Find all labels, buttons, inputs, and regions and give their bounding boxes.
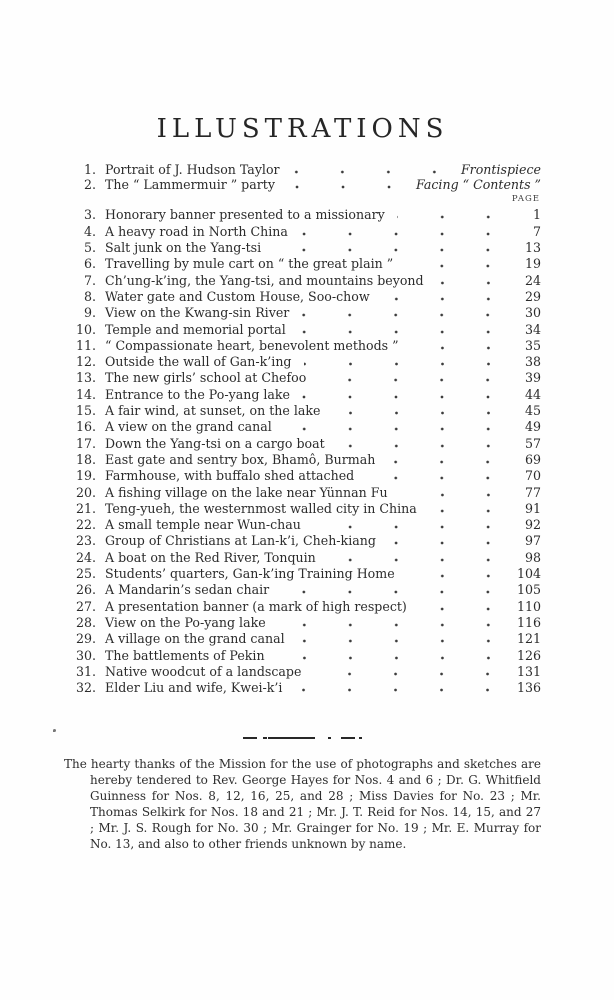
dot-leader: [328, 556, 511, 562]
entry-number: 8.: [83, 288, 96, 304]
dot-leader: [292, 168, 457, 174]
entry-title: Group of Christians at Lan-k’i, Cheh-kiang: [105, 533, 376, 549]
entry-title: Students’ quarters, Gan-k’ing Training Home: [105, 566, 395, 582]
entry-title: Temple and memorial portal: [105, 321, 286, 337]
entry-number: 7.: [83, 272, 96, 288]
front-matter-entries: [64, 161, 541, 192]
dot-leader: [277, 654, 511, 660]
entry-page: 126: [516, 647, 541, 663]
entry-page: 7: [532, 223, 541, 239]
entry-title: A heavy road in North China: [105, 223, 288, 239]
rule-segment: [268, 737, 315, 739]
entry-title: A fishing village on the lake near Yünnan Fu: [105, 484, 388, 500]
illustration-entry: [64, 548, 541, 564]
entry-number: 14.: [75, 386, 96, 402]
illustration-entry: [64, 369, 541, 385]
illustration-entry: [64, 255, 541, 271]
entry-page: 69: [524, 451, 541, 467]
entry-page: 38: [524, 354, 541, 370]
entry-number: 24.: [75, 549, 96, 565]
dot-leader: [388, 539, 511, 545]
entry-page: 19: [524, 256, 541, 272]
entry-page: 24: [524, 272, 541, 288]
entry-number: 2.: [83, 177, 96, 193]
entry-page: 34: [524, 321, 541, 337]
entry-page: 44: [524, 386, 541, 402]
entry-page: 121: [516, 631, 541, 647]
entry-page: 104: [516, 566, 541, 582]
illustration-entry: [64, 646, 541, 662]
entry-page: 13: [524, 240, 541, 256]
dot-leader: [284, 425, 511, 431]
illustration-entry: [64, 663, 541, 679]
dot-leader: [298, 328, 511, 334]
dot-leader: [313, 670, 511, 676]
dot-leader: [300, 230, 511, 236]
illustration-entry: [64, 630, 541, 646]
dot-leader: [407, 572, 511, 578]
entry-title: The new girls’ school at Chefoo: [105, 370, 307, 386]
entry-number: 32.: [75, 680, 96, 696]
entry-title: The “ Lammermuir ” party: [105, 177, 275, 193]
illustration-entry: [64, 239, 541, 255]
entry-title: View on the Po-yang lake: [105, 614, 266, 630]
divider-rule: [64, 736, 541, 739]
entry-title: Water gate and Custom House, Soo-chow: [105, 288, 370, 304]
illustration-entry: [64, 161, 541, 177]
illustration-entry: [64, 206, 541, 222]
entry-number: 1.: [83, 161, 96, 177]
illustration-entry: [64, 320, 541, 336]
rule-segment: [263, 737, 267, 739]
illustration-entry: [64, 177, 541, 193]
entry-page: Facing “ Contents ”: [415, 177, 541, 193]
entry-page: 57: [524, 435, 541, 451]
entry-title: Salt junk on the Yang-tsi: [105, 240, 262, 256]
title-block: [64, 114, 541, 144]
illustration-entry: [64, 500, 541, 516]
entry-number: 12.: [75, 354, 96, 370]
entry-page: 70: [524, 468, 541, 484]
entry-number: 19.: [75, 468, 96, 484]
dot-leader: [400, 491, 511, 497]
dot-leader: [436, 279, 511, 285]
entry-number: 23.: [75, 533, 96, 549]
numbered-entries: [64, 206, 541, 695]
entry-page: 91: [524, 500, 541, 516]
illustration-entry: [64, 288, 541, 304]
entry-title: Outside the wall of Gan-k’ing: [105, 354, 292, 370]
entry-title: A presentation banner (a mark of high respect): [105, 598, 407, 614]
dot-leader: [397, 213, 511, 219]
entry-title: Native woodcut of a landscape: [105, 663, 302, 679]
entry-number: 16.: [75, 419, 96, 435]
illustration-entry: [64, 597, 541, 613]
entry-page: 39: [524, 370, 541, 386]
illustration-entry: [64, 516, 541, 532]
illustration-entry: [64, 434, 541, 450]
entry-title: View on the Kwang-sin River: [105, 305, 290, 321]
entry-number: 11.: [75, 337, 96, 353]
entry-title: A small temple near Wun-chau: [105, 517, 301, 533]
entry-number: 27.: [75, 598, 96, 614]
entry-title: “ Compassionate heart, benevolent methods ”: [105, 337, 399, 353]
entry-number: 6.: [83, 256, 96, 272]
illustration-entry: [64, 418, 541, 434]
entry-number: 30.: [75, 647, 96, 663]
dot-leader: [294, 686, 511, 692]
dot-leader: [337, 442, 511, 448]
entry-page: 30: [524, 305, 541, 321]
illustration-entry: [64, 222, 541, 238]
entry-title: Entrance to the Po-yang lake: [105, 386, 291, 402]
entry-page: 77: [524, 484, 541, 500]
entry-page: 35: [524, 337, 541, 353]
illustration-entry: [64, 304, 541, 320]
entry-title: Elder Liu and wife, Kwei-k’i: [105, 680, 283, 696]
entry-number: 5.: [83, 240, 96, 256]
dot-leader: [405, 262, 511, 268]
acknowledgment-block: [64, 756, 541, 852]
entry-page: 29: [524, 288, 541, 304]
entry-number: 20.: [75, 484, 96, 500]
illustration-entry: [64, 679, 541, 695]
dot-leader: [287, 183, 412, 189]
entry-title: A view on the grand canal: [105, 419, 272, 435]
entry-page: 97: [524, 533, 541, 549]
illustration-entry: [64, 271, 541, 287]
entry-page: 49: [524, 419, 541, 435]
dot-leader: [387, 458, 511, 464]
dot-leader: [302, 393, 511, 399]
entry-number: 21.: [75, 500, 96, 516]
illustration-entry: [64, 385, 541, 401]
entry-number: 13.: [75, 370, 96, 386]
entry-title: Honorary banner presented to a missionary: [105, 207, 385, 223]
entry-page: 1: [532, 207, 541, 223]
entry-number: 31.: [75, 663, 96, 679]
illustration-entry: [64, 565, 541, 581]
entry-page: 116: [516, 614, 541, 630]
entry-title: Ch’ung-k’ing, the Yang-tsi, and mountains beyond: [105, 272, 424, 288]
page-title: ILLUSTRATIONS: [156, 114, 449, 144]
entry-page: 136: [516, 680, 541, 696]
entry-page: 98: [524, 549, 541, 565]
entry-number: 26.: [75, 582, 96, 598]
rule-segment: [341, 737, 355, 739]
entry-number: 18.: [75, 451, 96, 467]
entry-number: 22.: [75, 517, 96, 533]
illustration-entry: [64, 451, 541, 467]
entry-title: The battlements of Pekin: [105, 647, 265, 663]
entry-number: 28.: [75, 614, 96, 630]
dot-leader: [313, 523, 511, 529]
dot-leader: [281, 588, 511, 594]
page-column-header: PAGE: [511, 194, 540, 205]
scan-speck: [53, 729, 56, 732]
dot-leader: [419, 605, 511, 611]
dot-leader: [297, 637, 511, 643]
entry-title: Travelling by mule cart on “ the great plain ”: [105, 256, 394, 272]
illustration-entry: [64, 337, 541, 353]
dot-leader: [411, 344, 511, 350]
entry-title: Teng-yueh, the westernmost walled city in China: [105, 500, 417, 516]
dot-leader: [333, 409, 512, 415]
dot-leader: [273, 246, 511, 252]
entry-title: A fair wind, at sunset, on the lake: [105, 403, 321, 419]
illustration-entry: [64, 402, 541, 418]
dot-leader: [366, 474, 511, 480]
entry-number: 29.: [75, 631, 96, 647]
rule-segment: [328, 737, 331, 739]
entry-number: 17.: [75, 435, 96, 451]
dot-leader: [304, 360, 512, 366]
rule-segment: [243, 737, 257, 739]
entry-number: 9.: [83, 305, 96, 321]
entry-title: A village on the grand canal: [105, 631, 285, 647]
entry-number: 15.: [75, 403, 96, 419]
illustration-entry: [64, 467, 541, 483]
illustrations-list: [64, 161, 541, 695]
dot-leader: [278, 621, 511, 627]
illustration-entry: [64, 581, 541, 597]
entry-title: Farmhouse, with buffalo shed attached: [105, 468, 355, 484]
illustration-entry: [64, 614, 541, 630]
entry-title: East gate and sentry box, Bhamô, Burmah: [105, 451, 376, 467]
entry-number: 25.: [75, 566, 96, 582]
entry-page: Frontispiece: [460, 161, 541, 177]
entry-page: 131: [516, 663, 541, 679]
dot-leader: [318, 376, 511, 382]
rule-segment: [359, 737, 362, 739]
entry-title: A boat on the Red River, Tonquin: [105, 549, 316, 565]
dot-leader: [429, 507, 511, 513]
dot-leader: [301, 311, 511, 317]
entry-page: 92: [524, 517, 541, 533]
entry-title: Down the Yang-tsi on a cargo boat: [105, 435, 325, 451]
entry-page: 45: [524, 403, 541, 419]
entry-number: 3.: [83, 207, 96, 223]
entry-title: Portrait of J. Hudson Taylor: [105, 161, 280, 177]
entry-page: 105: [516, 582, 541, 598]
acknowledgment-text: The hearty thanks of the Mission for the use of photographs and sketches are hereby tendered to Rev. George Hayes for Nos. 4 and 6 ; Dr. G. Whitfield Guinness for Nos. 8, 12, 16, 25, and 28 ; Miss Davies for No. 23 ; Mr. Thomas Selkirk for Nos. 18 and 21 ; Mr. J. T. Reid for Nos. 14, 15, and 27 ; Mr. J. S. Rough for No. 30 ; Mr. Grainger for No. 19 ; Mr. E. Murray for No. 13, and also to other friends unknown by name.: [64, 757, 541, 851]
entry-page: 110: [516, 598, 541, 614]
entry-number: 10.: [75, 321, 96, 337]
entry-number: 4.: [83, 223, 96, 239]
illustration-entry: [64, 483, 541, 499]
illustration-entry: [64, 532, 541, 548]
illustration-entry: [64, 353, 541, 369]
dot-leader: [382, 295, 511, 301]
entry-title: A Mandarin’s sedan chair: [105, 582, 270, 598]
